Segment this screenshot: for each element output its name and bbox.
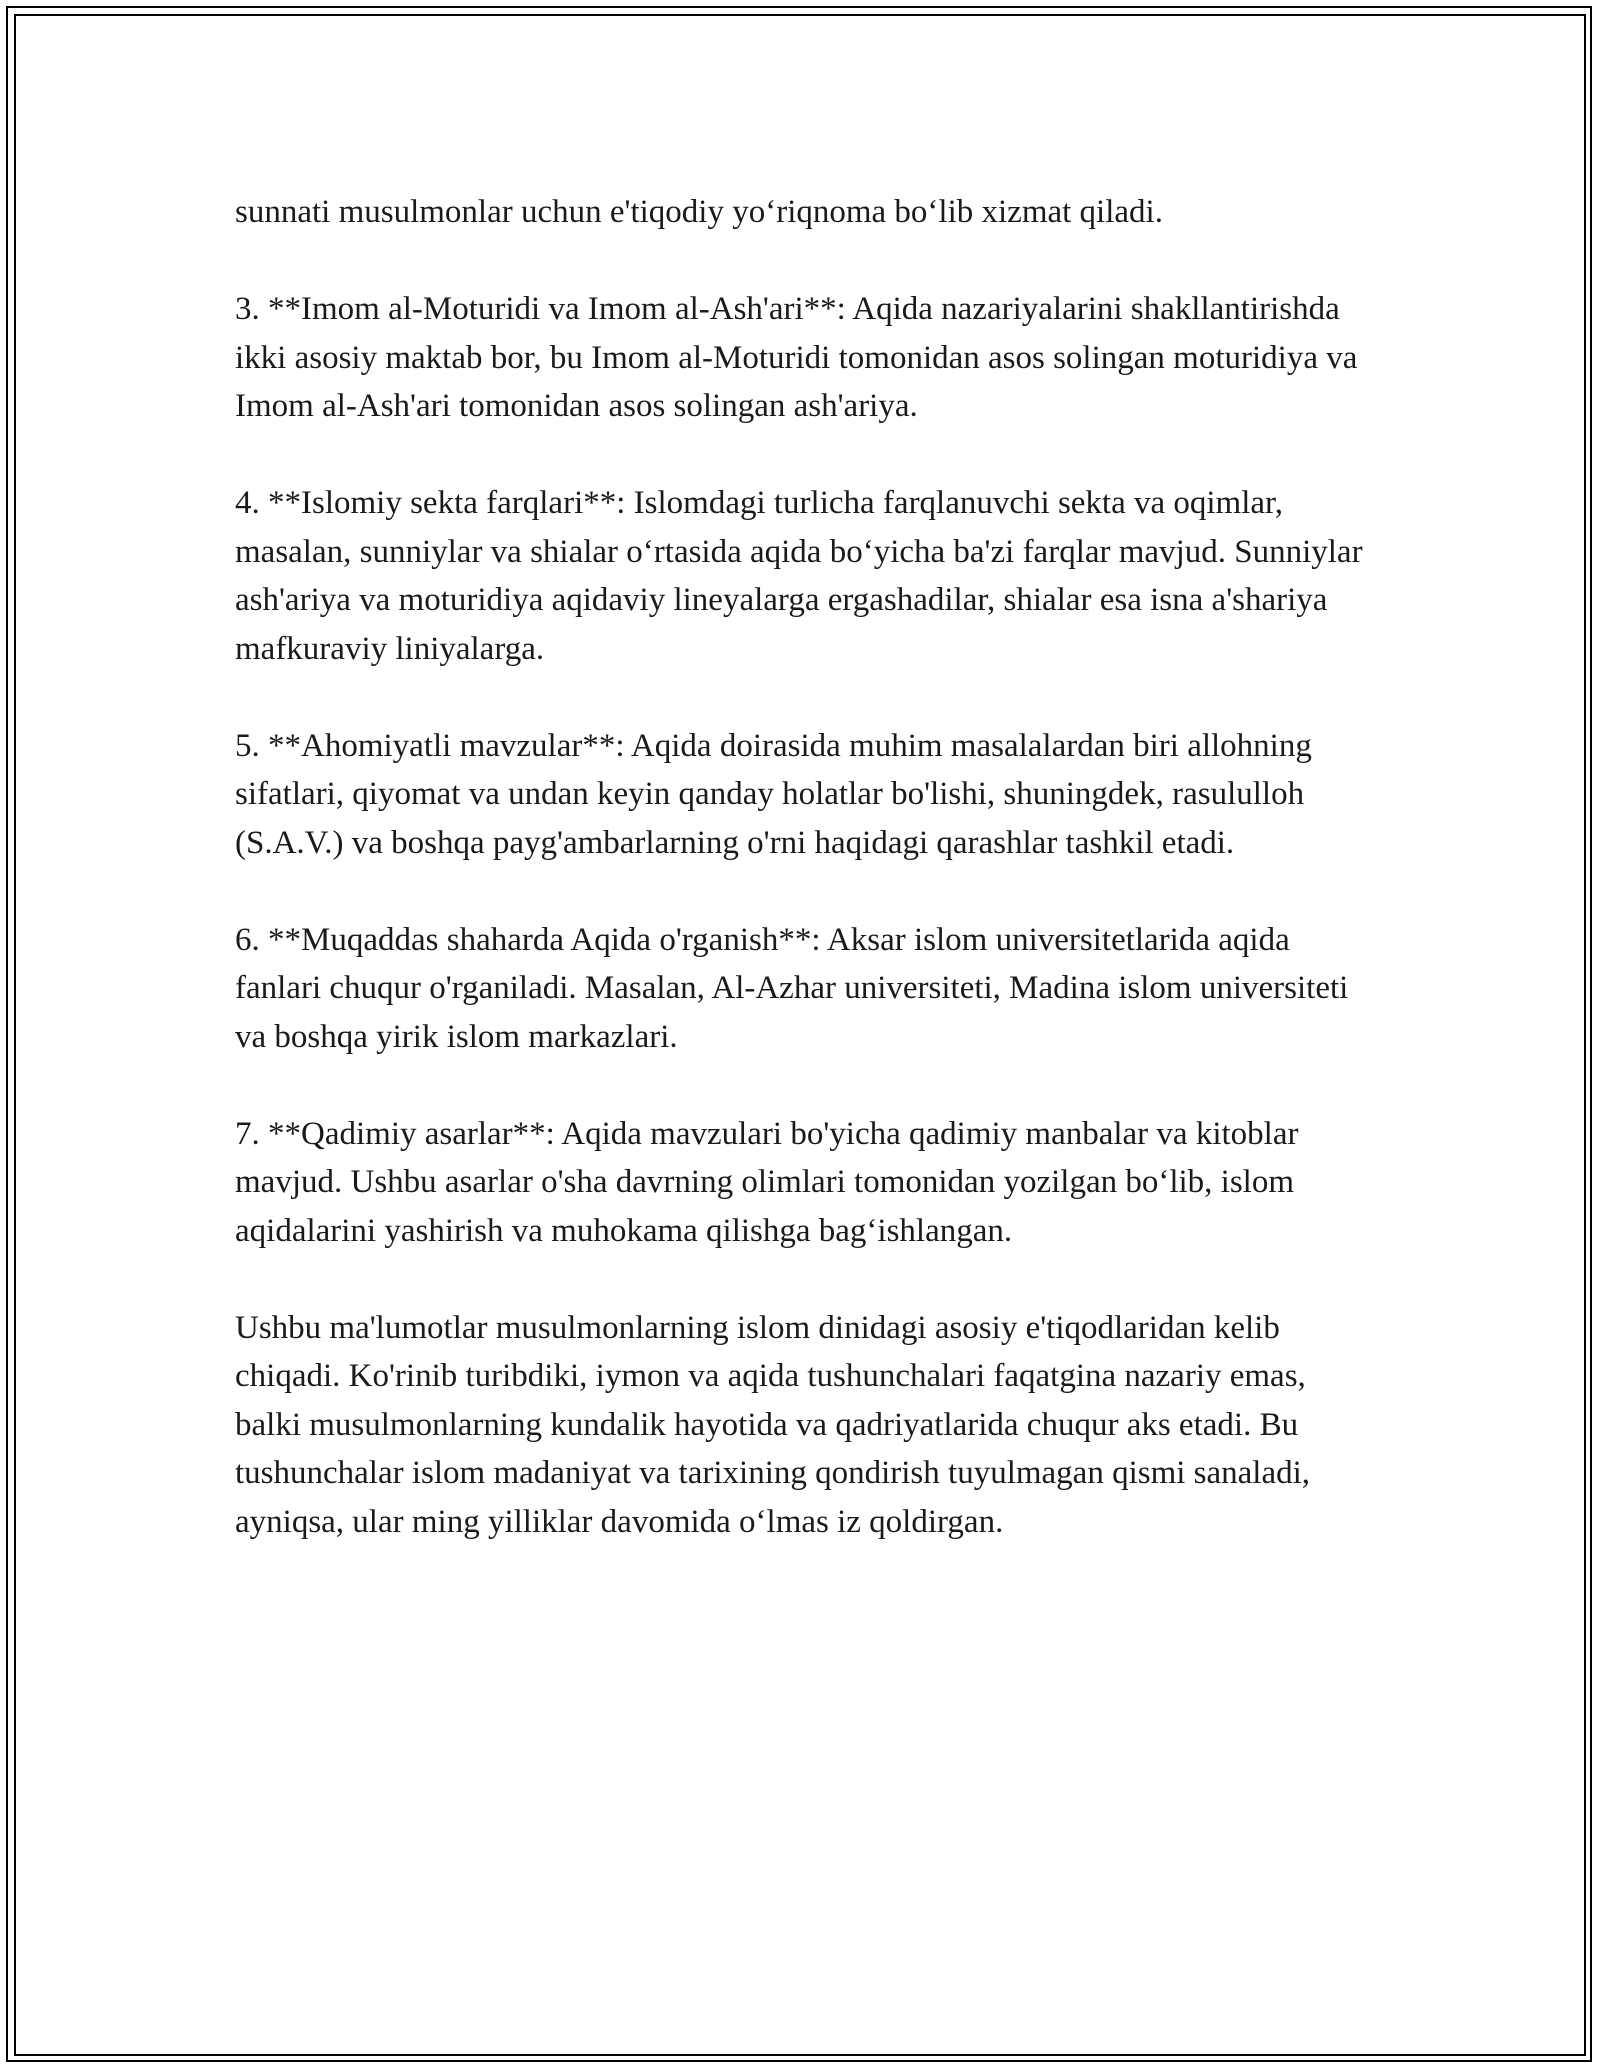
paragraph-item-3: 3. **Imom al-Moturidi va Imom al-Ash'ari**: Aqida nazariyalarini shakllantirishda ikki asosiy maktab bor, bu Imom al-Moturidi tomonidan asos solingan moturidiya va Imom al-Ash'ari tomonidan asos solingan ash'ariya. [235,291,1358,424]
paragraph-item-6: 6. **Muqaddas shaharda Aqida o'rganish**: Aksar islom universitetlarida aqida fanlari chuqur o'rganiladi. Masalan, Al-Azhar universiteti, Madina islom universiteti va boshqa yirik islom markazlari. [235,921,1349,1055]
paragraph-item-7: 7. **Qadimiy asarlar**: Aqida mavzulari bo'yicha qadimiy manbalar va kitoblar mavjud. Ushbu asarlar o'sha davrning olimlari tomonidan yozilgan bo‘lib, islom aqidalarini yashirish va muhokama qilishga bag‘ishlangan. [235,1115,1299,1249]
paragraph-continuation: sunnati musulmonlar uchun e'tiqodiy yo‘riqnoma bo‘lib xizmat qiladi. [235,194,1163,230]
document-body [235,188,1375,1546]
paragraph-item-5: 5. **Ahomiyatli mavzular**: Aqida doirasida muhim masalalardan biri allohning sifatlari, qiyomat va undan keyin qanday holatlar bo'lishi, shuningdek, rasululloh (S.A.V.) va boshqa payg'ambarlarning o'rni haqidagi qarashlar tashkil etadi. [235,727,1312,861]
paragraph-item-4: 4. **Islomiy sekta farqlari**: Islomdagi turlicha farqlanuvchi sekta va oqimlar, masalan, sunniylar va shialar o‘rtasida aqida bo‘yicha ba'zi farqlar mavjud. Sunniylar ash'ariya va moturidiya aqidaviy lineyalarga ergashadilar, shialar esa isna a'shariya mafkuraviy liniyalarga. [235,485,1363,667]
paragraph-conclusion: Ushbu ma'lumotlar musulmonlarning islom dinidagi asosiy e'tiqodlaridan kelib chiqadi. Ko'rinib turibdiki, iymon va aqida tushunchalari faqatgina nazariy emas, balki musulmonlarning kundalik hayotida va qadriyatlarida chuqur aks etadi. Bu tushunchalar islom madaniyat va tarixining qondirish tuyulmagan qismi sanaladi, ayniqsa, ular ming yilliklar davomida o‘lmas iz qoldirgan. [235,1309,1311,1540]
